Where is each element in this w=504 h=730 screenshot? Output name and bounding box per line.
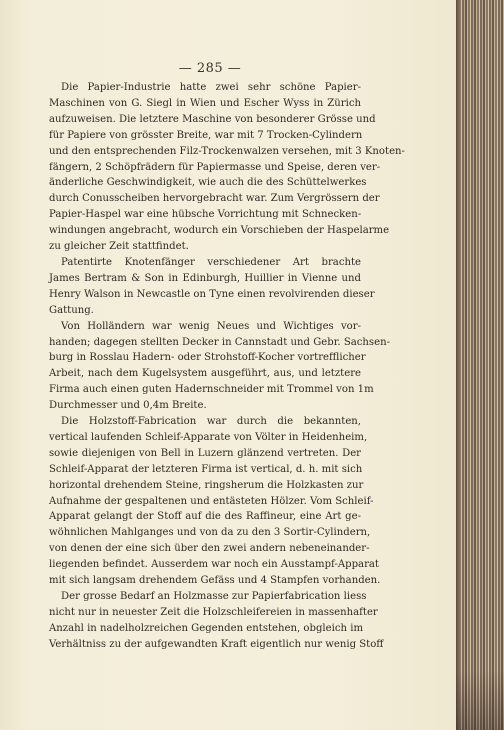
page-stack-edge: [456, 0, 504, 730]
text-line: Patentirte Knotenfänger verschiedener Art brachte: [61, 256, 361, 268]
text-line: Anzahl in nadelholzreichen Gegenden entstehen, obgleich im: [49, 622, 364, 634]
page-number: — 285 —: [178, 61, 242, 76]
text-line: Papier-Haspel war eine hübsche Vorrichtung mit Schnecken-: [49, 209, 362, 221]
text-line: Durchmesser und 0,4m Breite.: [49, 400, 207, 412]
text-line: Die Holzstoff-Fabrication war durch die bekannten,: [61, 416, 361, 428]
body-text: [49, 80, 405, 653]
text-line: für Papiere von grösster Breite, war mit 7 Trocken-Cylindern: [49, 129, 363, 141]
text-line: durch Conusscheiben hervorgebracht war. Zum Vergrössern der: [49, 193, 380, 205]
text-line: Der grosse Bedarf an Holzmasse zur Papierfabrication liess: [61, 591, 367, 602]
text-line: Firma auch einen guten Hadernschneider mit Trommel von 1m: [49, 384, 374, 396]
text-line: Gattung.: [49, 304, 94, 316]
text-line: Henry Walson in Newcastle on Tyne einen revolvirenden dieser: [49, 288, 375, 300]
text-line: zu gleicher Zeit stattfindet.: [49, 241, 189, 253]
text-line: Verhältniss zu der aufgewandten Kraft eigentlich nur wenig Stoff: [49, 638, 384, 650]
text-line: Die Papier-Industrie hatte zwei sehr schöne Papier-: [61, 82, 361, 93]
text-line: burg in Rosslau Hadern- oder Strohstoff-Kocher vortrefflicher: [49, 352, 366, 364]
text-line: mit sich langsam drehendem Gefäss und 4 Stampfen vorhanden.: [49, 575, 381, 587]
text-line: Arbeit, nach dem Kugelsystem ausgeführt, aus, und letztere: [49, 368, 361, 380]
text-line: Apparat gelangt der Stoff auf die des Raffineur, eine Art ge-: [49, 511, 361, 523]
text-line: Aufnahme der gespaltenen und entästeten Hölzer. Vom Schleif-: [49, 495, 374, 507]
text-line: Von Holländern war wenig Neues und Wichtiges vor-: [61, 320, 361, 332]
text-line: wöhnlichen Mahlganges und von da zu den 3 Sortir-Cylindern,: [49, 527, 371, 539]
text-line: änderliche Geschwindigkeit, wie auch die des Schüttelwerkes: [49, 177, 367, 189]
text-line: fängern, 2 Schöpfrädern für Papiermasse und Speise, deren ver-: [49, 161, 381, 173]
text-line: und den entsprechenden Filz-Trockenwalzen versehen, mit 3 Knoten-: [49, 145, 405, 157]
text-line: aufzuweisen. Die letztere Maschine von besonderer Grösse und: [49, 113, 376, 125]
text-line: James Bertram & Son in Edinburgh, Huillier in Vienne und: [49, 272, 361, 284]
text-line: Schleif-Apparat der letzteren Firma ist vertical, d. h. mit sich: [49, 463, 363, 475]
text-line: horizontal drehendem Steine, ringsherum die Holzkasten zur: [49, 479, 364, 491]
text-line: nicht nur in neuester Zeit die Holzschleifereien in massenhafter: [49, 606, 378, 618]
text-line: sowie diejenigen von Bell in Luzern glänzend vertreten. Der: [49, 447, 361, 459]
text-line: von denen der eine sich über den zwei andern nebeneinander-: [49, 543, 370, 555]
text-line: liegenden befindet. Ausserdem war noch ein Ausstampf-Apparat: [49, 559, 379, 571]
text-line: windungen angebracht, wodurch ein Vorschieben der Haspelarme: [49, 225, 390, 237]
text-line: vertical laufenden Schleif-Apparate von Völter in Heidenheim,: [49, 431, 368, 443]
text-line: handen; dagegen stellten Decker in Cannstadt und Gebr. Sachsen-: [49, 336, 390, 348]
text-line: Maschinen von G. Siegl in Wien und Escher Wyss in Zürich: [49, 97, 361, 109]
